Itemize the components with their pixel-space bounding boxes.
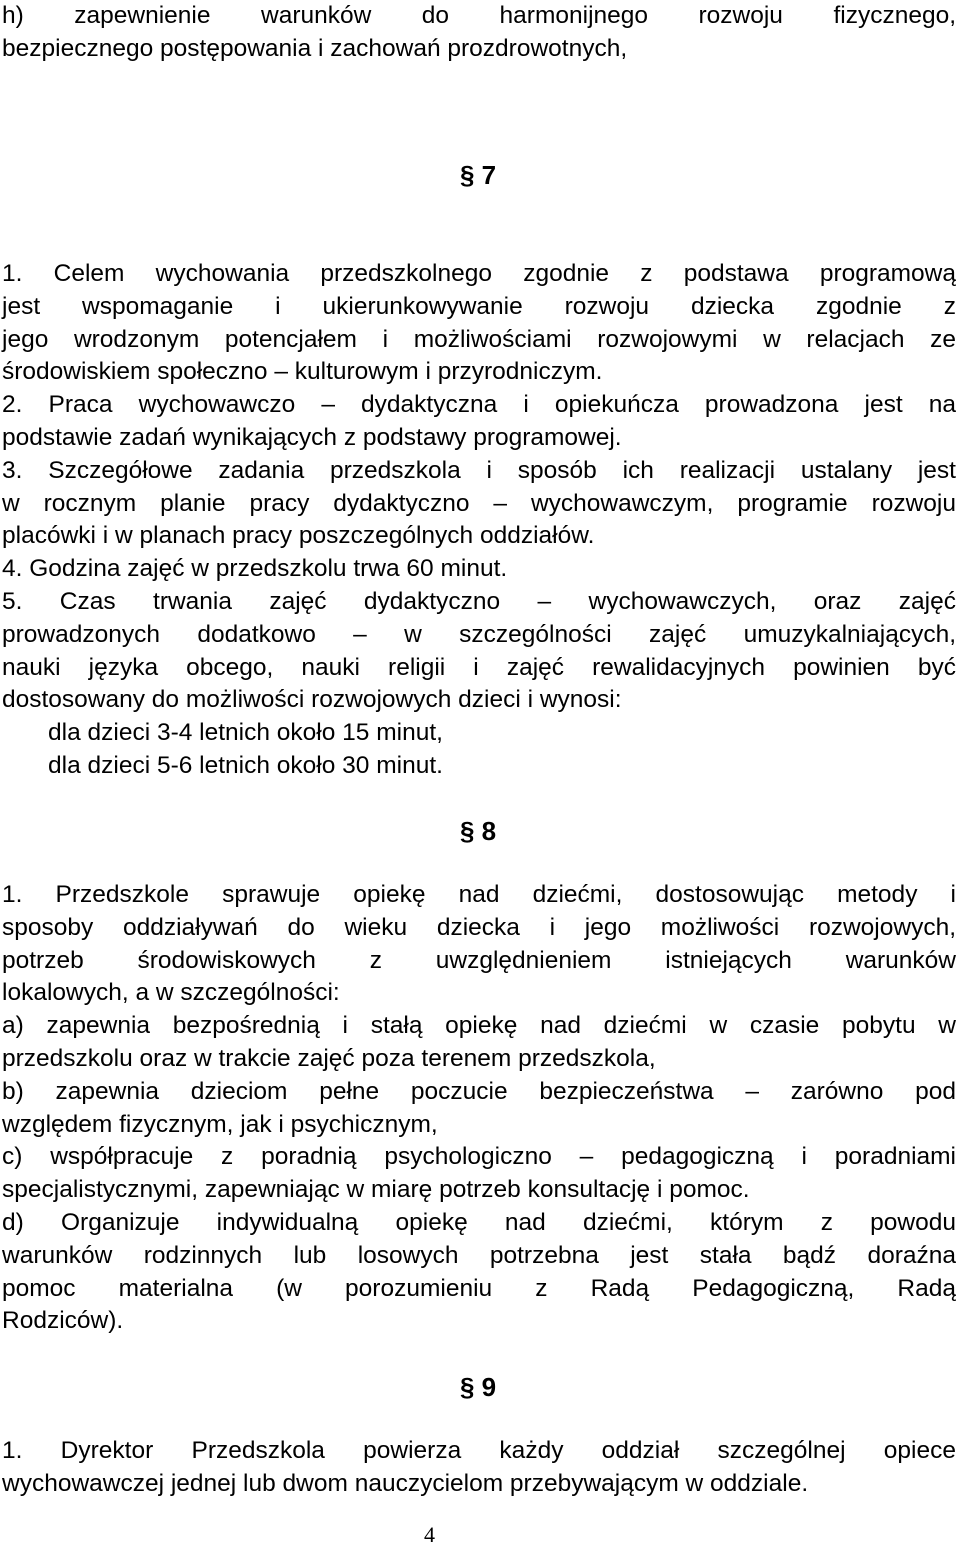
text-line: c) współpracuje z poradnią psychologiczno – pedagogiczną i poradniami bbox=[2, 1143, 956, 1171]
text-line: lokalowych, a w szczególności: bbox=[2, 979, 340, 1007]
text-line: 1. Celem wychowania przedszkolnego zgodnie z podstawa programową bbox=[2, 260, 956, 287]
text-line: dostosowany do możliwości rozwojowych dzieci i wynosi: bbox=[2, 686, 622, 714]
text-line: 2. Praca wychowawczo – dydaktyczna i opiekuńcza prowadzona jest na bbox=[2, 391, 956, 419]
text-line: warunków rodzinnych lub losowych potrzebna jest stała bądź doraźna bbox=[2, 1241, 956, 1269]
text-line: nauki języka obcego, nauki religii i zajęć rewalidacyjnych powinien być bbox=[2, 653, 956, 681]
text-line: 3. Szczegółowe zadania przedszkola i sposób ich realizacji ustalany jest bbox=[2, 456, 956, 484]
text-line: pomoc materialna (w porozumieniu z Radą Pedagogiczną, Radą bbox=[2, 1274, 956, 1302]
text-line: specjalistycznymi, zapewniając w miarę potrzeb konsultację i pomoc. bbox=[2, 1176, 750, 1204]
text-line: bezpiecznego postępowania i zachowań prozdrowotnych, bbox=[2, 34, 628, 62]
text-span: jest wspomaganie i ukierunkowywanie rozwoju dziecka zgodnie z bbox=[2, 292, 956, 320]
section-heading-8: § 8 bbox=[460, 816, 497, 846]
text-line: h) zapewnienie warunków do harmonijnego rozwoju fizycznego, bbox=[2, 2, 956, 29]
text-line: w rocznym planie pracy dydaktyczno – wychowawczym, programie rozwoju bbox=[2, 489, 956, 517]
text-line: podstawie zadań wynikających z podstawy programowej. bbox=[2, 423, 622, 451]
text-line: jego wrodzonym potencjałem i możliwościami rozwojowymi w relacjach ze bbox=[2, 325, 956, 353]
text-line: placówki i w planach pracy poszczególnych oddziałów. bbox=[2, 522, 595, 550]
section-7-body bbox=[2, 258, 956, 783]
text-line: 1. Przedszkole sprawuje opiekę nad dziećmi, dostosowując metody i bbox=[2, 881, 956, 908]
section-heading-7: § 7 bbox=[460, 160, 497, 190]
section-8-body bbox=[2, 879, 956, 1338]
text-line: 4. Godzina zajęć w przedszkolu trwa 60 minut. bbox=[2, 555, 508, 583]
section-9-body bbox=[2, 1435, 956, 1501]
text-line: b) zapewnia dzieciom pełne poczucie bezpieczeństwa – zarówno pod bbox=[2, 1077, 956, 1105]
list-item: dla dzieci 5-6 letnich około 30 minut. bbox=[48, 751, 443, 779]
list-item: dla dzieci 3-4 letnich około 15 minut, bbox=[48, 719, 443, 747]
text-line: potrzeb środowiskowych z uwzględnieniem istniejących warunków bbox=[2, 946, 956, 974]
paragraph-h bbox=[2, 0, 956, 66]
text-line: 5. Czas trwania zajęć dydaktyczno – wychowawczych, oraz zajęć bbox=[2, 587, 956, 615]
page-number: 4 bbox=[424, 1522, 435, 1547]
text-line bbox=[2, 291, 956, 324]
text-line: środowiskiem społeczno – kulturowym i przyrodniczym. bbox=[2, 358, 603, 386]
text-line: względem fizycznym, jak i psychicznym, bbox=[2, 1110, 438, 1138]
section-heading-9: § 9 bbox=[460, 1372, 497, 1402]
text-line: sposoby oddziaływań do wieku dziecka i jego możliwości rozwojowych, bbox=[2, 913, 956, 941]
text-line: d) Organizuje indywidualną opiekę nad dziećmi, którym z powodu bbox=[2, 1208, 956, 1236]
text-line: przedszkolu oraz w trakcie zajęć poza terenem przedszkola, bbox=[2, 1044, 656, 1072]
text-line: a) zapewnia bezpośrednią i stałą opiekę nad dziećmi w czasie pobytu w bbox=[2, 1012, 956, 1040]
text-line: wychowawczej jednej lub dwom nauczycielom przebywającym w oddziale. bbox=[2, 1469, 809, 1497]
text-line: 1. Dyrektor Przedszkola powierza każdy oddział szczególnej opiece bbox=[2, 1437, 956, 1464]
text-line: Rodziców). bbox=[2, 1307, 124, 1335]
text-line: prowadzonych dodatkowo – w szczególności zajęć umuzykalniających, bbox=[2, 620, 956, 648]
